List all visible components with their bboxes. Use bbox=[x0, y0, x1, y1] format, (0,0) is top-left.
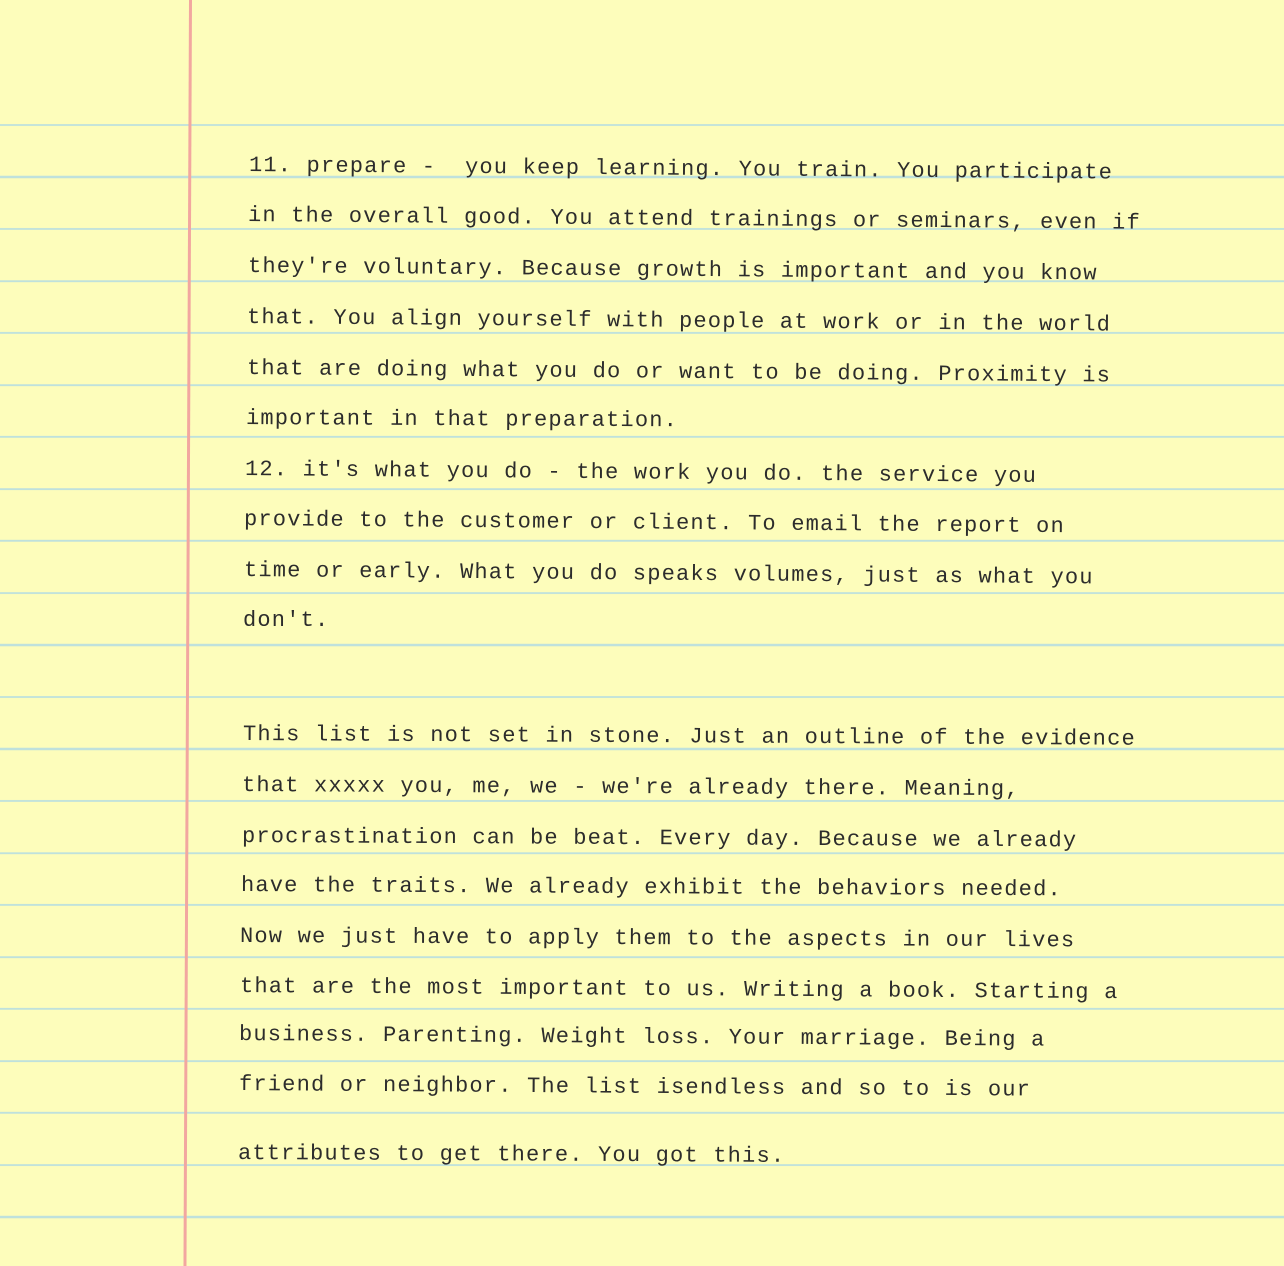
text-line: friend or neighbor. The list isendless and so to is our bbox=[238, 1072, 1032, 1103]
text-line: business. Parenting. Weight loss. Your marriage. Being a bbox=[238, 1022, 1046, 1053]
text-line: in the overall good. You attend trainings or seminars, even if bbox=[247, 203, 1142, 236]
text-line: that xxxxx you, me, we - we're already there. Meaning, bbox=[241, 773, 1020, 803]
text-line: that. You align yourself with people at work or in the world bbox=[246, 305, 1112, 338]
text-line: 11. prepare - you keep learning. You train. You participate bbox=[248, 153, 1114, 186]
text-line: that are doing what you do or want to be doing. Proximity is bbox=[246, 356, 1112, 389]
text-line: attributes to get there. You got this. bbox=[237, 1141, 786, 1169]
text-line: that are the most important to us. Writing a book. Starting a bbox=[239, 974, 1119, 1006]
text-line: This list is not set in stone. Just an outline of the evidence bbox=[242, 722, 1136, 752]
text-line: Now we just have to apply them to the aspects in our lives bbox=[239, 924, 1076, 954]
text-line: provide to the customer or client. To email the report on bbox=[243, 507, 1066, 540]
text-line: important in that preparation. bbox=[245, 406, 679, 434]
text-line: 12. it's what you do - the work you do. the service you bbox=[244, 457, 1038, 489]
text-line: procrastination can be beat. Every day. Because we already bbox=[241, 824, 1078, 854]
text-line: have the traits. We already exhibit the behaviors needed. bbox=[240, 873, 1062, 903]
text-line: time or early. What you do speaks volumes, just as what you bbox=[243, 558, 1094, 591]
text-line: don't. bbox=[243, 608, 330, 633]
text-line: they're voluntary. Because growth is important and you know bbox=[247, 254, 1098, 287]
